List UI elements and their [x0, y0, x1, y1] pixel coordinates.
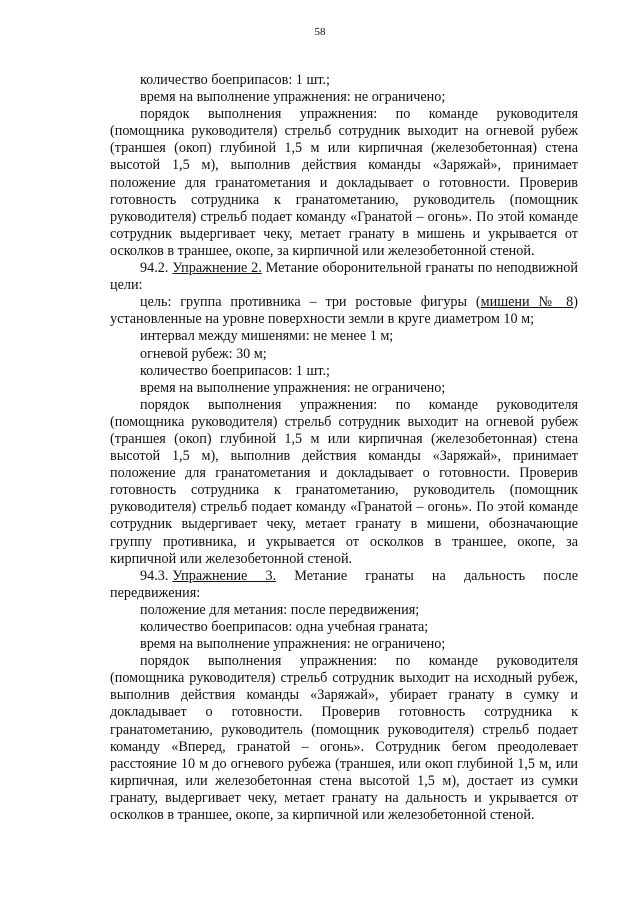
ex3-time: время на выполнение упражнения: не ограничено;: [140, 636, 446, 653]
ex2-interval: интервал между мишенями: не менее 1 м;: [140, 328, 394, 345]
ex3-heading: [110, 568, 578, 602]
ex3-procedure: порядок выполнения упражнения: по команде руководителя (помощника руководителя) стрельб сотрудник выходит на исходный рубеж, выполнив действия команды «Заряжай», убирает гранату в сумку и докладывает о готовности. Проверив готовность сотрудника к гранатометанию, руководитель (помощник руководителя) стрельб подает команду «Вперед, гранатой – огонь». Сотрудник бегом преодолевает расстояние 10 м до огневого рубежа (траншея, или окоп глубиной 1,5 м, или кирпичная, или железобетонная стена высотой 1,5 м), достает из сумки гранату, выдергивает чеку, метает гранату на дальность и укрывается от осколков в траншее, окопе, за кирпичной или железобетонной стеной.: [110, 653, 578, 824]
ex3-number: 94.3.: [140, 567, 169, 584]
ex3-title-text: Метание гранаты на дальность после передвижения:: [110, 567, 578, 601]
ex2-title-text: Метание оборонительной гранаты по неподвижной цели:: [110, 260, 578, 294]
ex2-target-post: ) установленные на уровне поверхности земли в круге диаметром 10 м;: [110, 294, 578, 328]
ex3-position: положение для метания: после передвижения;: [140, 601, 420, 618]
ex2-line: огневой рубеж: 30 м;: [140, 345, 267, 362]
ex2-time: время на выполнение упражнения: не ограничено;: [140, 379, 446, 396]
ex2-target-pre: цель: группа противника – три ростовые фигуры (: [140, 294, 481, 311]
intro-time: время на выполнение упражнения: не ограничено;: [140, 89, 446, 106]
ex2-target-link[interactable]: мишени № 8: [480, 294, 574, 311]
ex3-ammo: количество боеприпасов: одна учебная граната;: [140, 619, 429, 635]
document-body: [110, 72, 578, 824]
intro-ammo: количество боеприпасов: 1 шт.;: [140, 72, 330, 88]
intro-procedure: порядок выполнения упражнения: по команде руководителя (помощника руководителя) стрельб сотрудник выходит на огневой рубеж (траншея (окоп) глубиной 1,5 м или кирпичная (железобетонная) стена высотой 1,5 м), выполнив действия команды «Заряжай», принимает положение для гранатометания и докладывает о готовности. Проверив готовность сотрудника к гранатометанию, руководитель (помощник руководителя) стрельб подает команду «Гранатой – огонь». По этой команде сотрудник выдергивает чеку, метает гранату в мишень и укрывается от осколков в траншее, окопе, за кирпичной или железобетонной стеной.: [110, 106, 578, 259]
ex2-number: 94.2.: [140, 260, 169, 277]
ex2-heading: [110, 260, 578, 294]
page-number: 58: [314, 26, 326, 38]
ex2-target: [110, 294, 578, 328]
ex2-title-link[interactable]: Упражнение 2.: [172, 260, 262, 277]
ex3-title-link[interactable]: Упражнение 3.: [172, 567, 277, 584]
ex2-ammo: количество боеприпасов: 1 шт.;: [140, 362, 330, 379]
ex2-procedure: порядок выполнения упражнения: по команде руководителя (помощника руководителя) стрельб сотрудник выходит на огневой рубеж (траншея (окоп) глубиной 1,5 м или кирпичная (железобетонная) стена высотой 1,5 м), выполнив действия команды «Заряжай», принимает положение для гранатометания и докладывает о готовности. Проверив готовность сотрудника к гранатометанию, руководитель (помощник руководителя) стрельб подает команду «Гранатой – огонь». По этой команде сотрудник выдергивает чеку, метает гранату в мишени, обозначающие группу противника, и укрывается от осколков в траншее, окопе, за кирпичной или железобетонной стеной.: [110, 396, 578, 567]
